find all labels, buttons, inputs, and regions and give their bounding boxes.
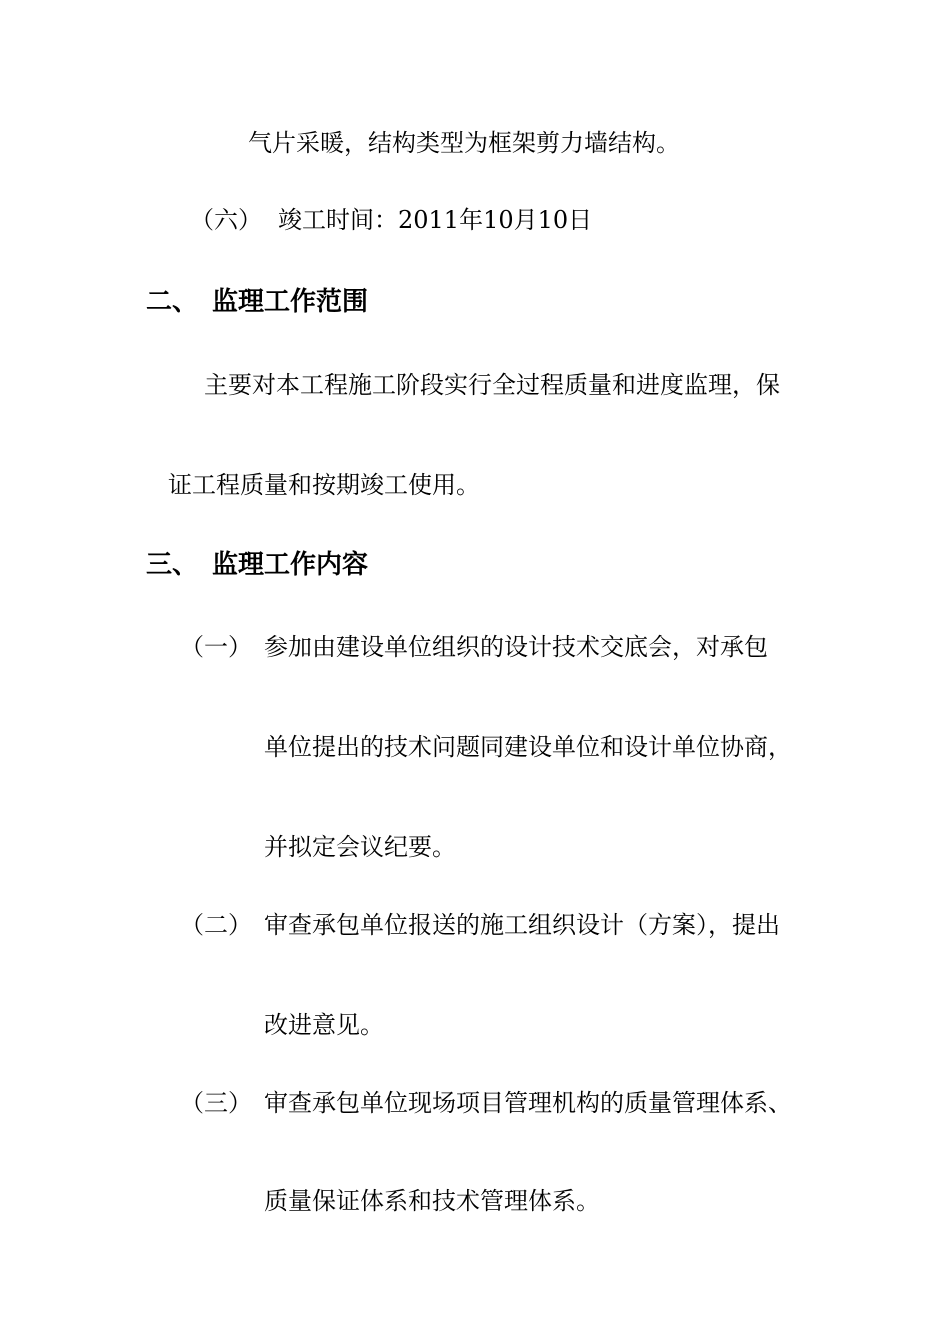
completion-marker: （六） bbox=[190, 206, 262, 234]
list-item-line: 审查承包单位现场项目管理机构的质量管理体系、 bbox=[264, 1089, 792, 1117]
section-number: 二、 bbox=[146, 287, 199, 317]
list-item-line: 质量保证体系和技术管理体系。 bbox=[264, 1187, 600, 1215]
list-item-marker: （二） bbox=[180, 911, 252, 939]
section-title: 监理工作范围 bbox=[212, 287, 369, 317]
list-item-marker: （一） bbox=[180, 633, 252, 661]
list-item-line: 审查承包单位报送的施工组织设计（方案），提出 bbox=[264, 911, 780, 939]
continuation-text: 气片采暖，结构类型为框架剪力墙结构。 bbox=[248, 129, 680, 157]
list-item-line: 并拟定会议纪要。 bbox=[264, 833, 456, 861]
scope-paragraph-line: 主要对本工程施工阶段实行全过程质量和进度监理，保 bbox=[204, 371, 780, 399]
section-heading-scope bbox=[146, 286, 368, 318]
scope-paragraph-line: 证工程质量和按期竣工使用。 bbox=[168, 471, 480, 499]
list-item-line: 参加由建设单位组织的设计技术交底会，对承包 bbox=[264, 633, 768, 661]
section-title: 监理工作内容 bbox=[212, 550, 369, 580]
section-heading-content bbox=[146, 549, 368, 581]
list-item-line: 改进意见。 bbox=[264, 1011, 384, 1039]
completion-date-text: 竣工时间：2011年10月10日 bbox=[278, 206, 593, 234]
section-number: 三、 bbox=[146, 550, 199, 580]
list-item-line: 单位提出的技术问题同建设单位和设计单位协商， bbox=[264, 733, 792, 761]
list-item-marker: （三） bbox=[180, 1089, 252, 1117]
